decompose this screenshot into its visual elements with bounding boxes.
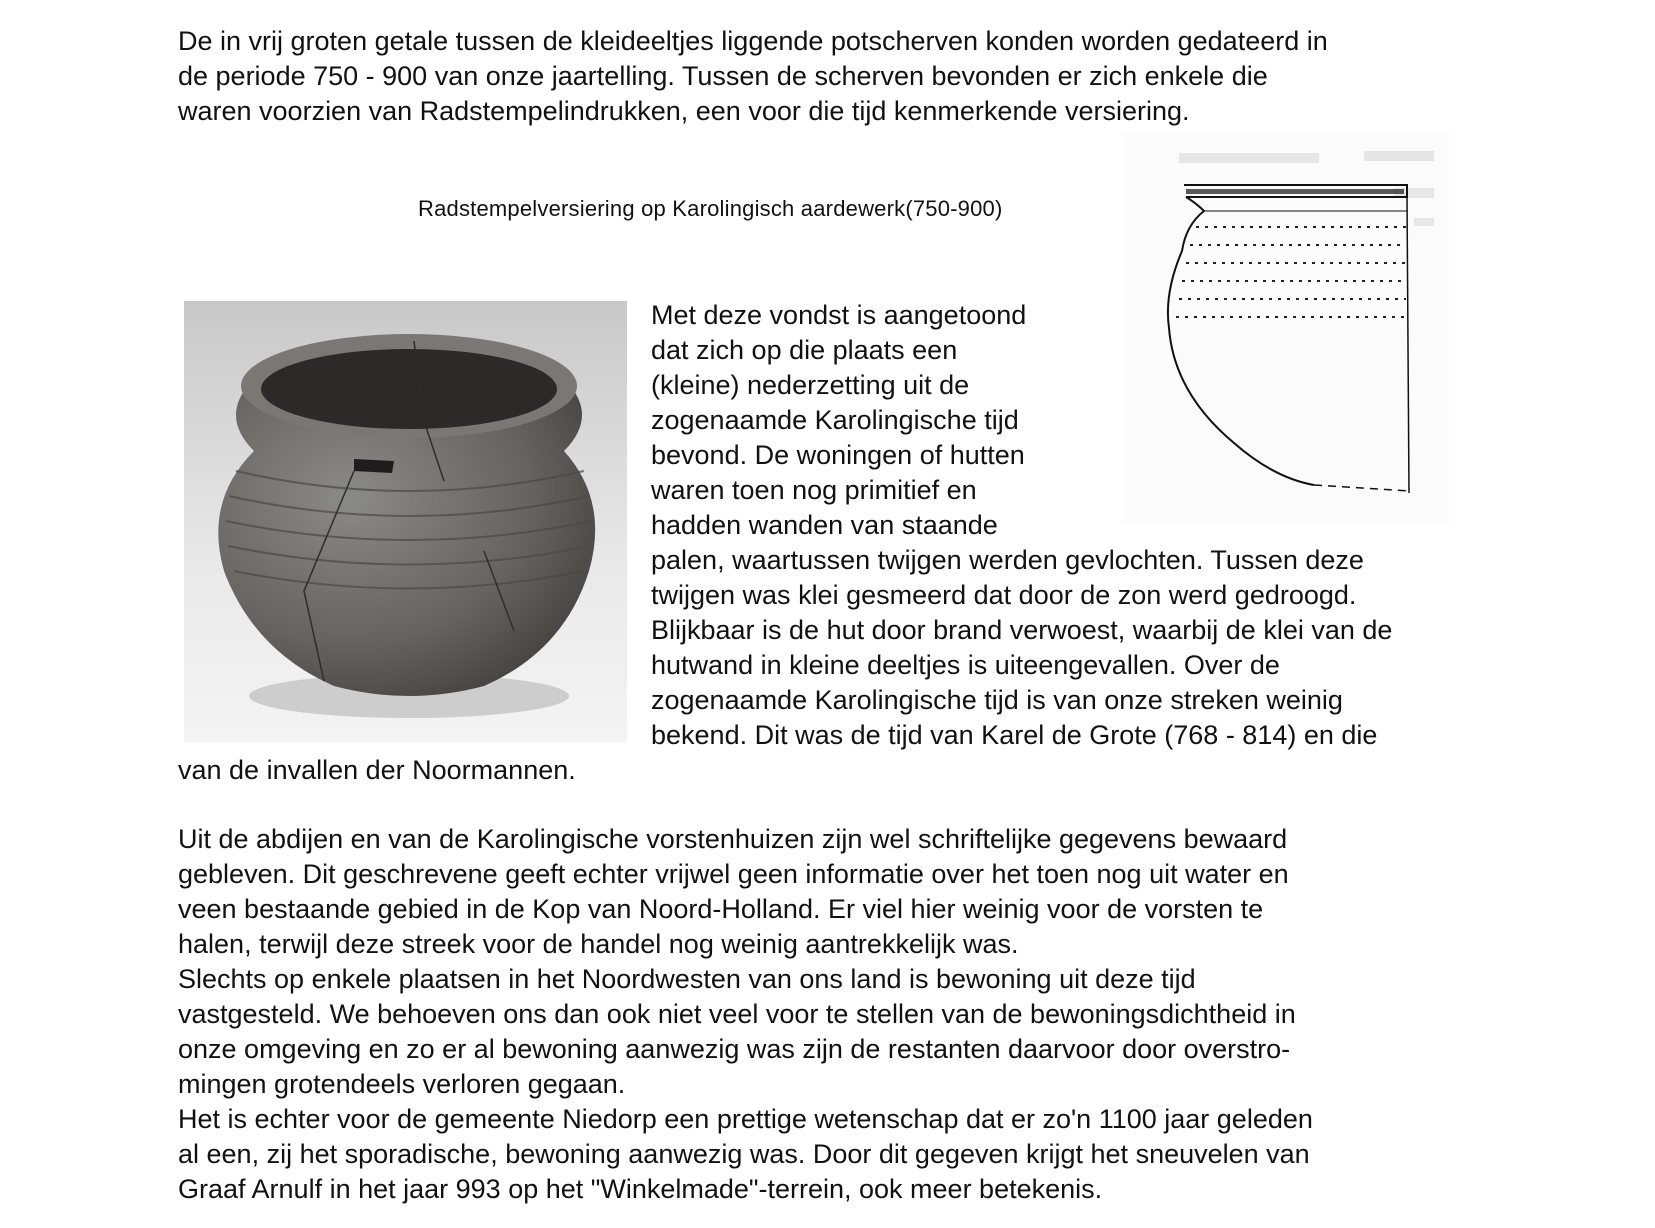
body-line: veen bestaande gebied in de Kop van Noord-Holland. Er viel hier weinig voor de vorsten te [178, 894, 1264, 924]
body-line: mingen grotendeels verloren gegaan. [178, 1069, 626, 1099]
paragraph-line: zogenaamde Karolingische tijd [651, 405, 1019, 435]
body-line: vastgesteld. We behoeven ons dan ook niet veel voor te stellen van de bewoningsdichtheid in [178, 999, 1296, 1029]
intro-line: de periode 750 - 900 van onze jaartelling. Tussen de scherven bevonden er zich enkele die [178, 61, 1268, 91]
paragraph-line: bekend. Dit was de tijd van Karel de Grote (768 - 814) en die [651, 720, 1378, 750]
body-line: onze omgeving en zo er al bewoning aanwezig was zijn de restanten daarvoor door overstro- [178, 1034, 1291, 1064]
body-line: halen, terwijl deze streek voor de handel nog weinig aantrekkelijk was. [178, 929, 1019, 959]
paragraph-line: dat zich op die plaats een [651, 335, 958, 365]
paragraph-line: twijgen was klei gesmeerd dat door de zon werd gedroogd. [651, 580, 1357, 610]
paragraph-line: palen, waartussen twijgen werden gevlochten. Tussen deze [651, 545, 1364, 575]
body-line: Het is echter voor de gemeente Niedorp een prettige wetenschap dat er zo'n 1100 jaar geleden [178, 1104, 1313, 1134]
intro-line: waren voorzien van Radstempelindrukken, een voor die tijd kenmerkende versiering. [178, 96, 1190, 126]
paragraph-line: hadden wanden van staande [651, 510, 998, 540]
figure-caption: Radstempelversiering op Karolingisch aardewerk(750-900) [418, 196, 1003, 221]
paragraph-line: (kleine) nederzetting uit de [651, 370, 970, 400]
body-line: al een, zij het sporadische, bewoning aanwezig was. Door dit gegeven krijgt het sneuvelen van [178, 1139, 1310, 1169]
pot-drawing-image [1124, 133, 1449, 523]
paragraph-line: hutwand in kleine deeltjes is uiteengevallen. Over de [651, 650, 1280, 680]
pot-photo-image [184, 301, 627, 742]
body-line: Slechts op enkele plaatsen in het Noordwesten van ons land is bewoning uit deze tijd [178, 964, 1196, 994]
body-line: gebleven. Dit geschrevene geeft echter vrijwel geen informatie over het toen nog uit water en [178, 859, 1289, 889]
paragraph-line: zogenaamde Karolingische tijd is van onze streken weinig [651, 685, 1343, 715]
paragraph-line: Met deze vondst is aangetoond [651, 300, 1027, 330]
body-line: Graaf Arnulf in het jaar 993 op het "Winkelmade"-terrein, ook meer betekenis. [178, 1174, 1103, 1204]
paragraph-line: van de invallen der Noormannen. [178, 755, 576, 785]
paragraph-line: Blijkbaar is de hut door brand verwoest, waarbij de klei van de [651, 615, 1393, 645]
paragraph-line: bevond. De woningen of hutten [651, 440, 1025, 470]
paragraph-line: waren toen nog primitief en [651, 475, 977, 505]
body-line: Uit de abdijen en van de Karolingische vorstenhuizen zijn wel schriftelijke gegevens bewaard [178, 824, 1288, 854]
intro-line: De in vrij groten getale tussen de kleideeltjes liggende potscherven konden worden gedateerd in [178, 26, 1328, 56]
